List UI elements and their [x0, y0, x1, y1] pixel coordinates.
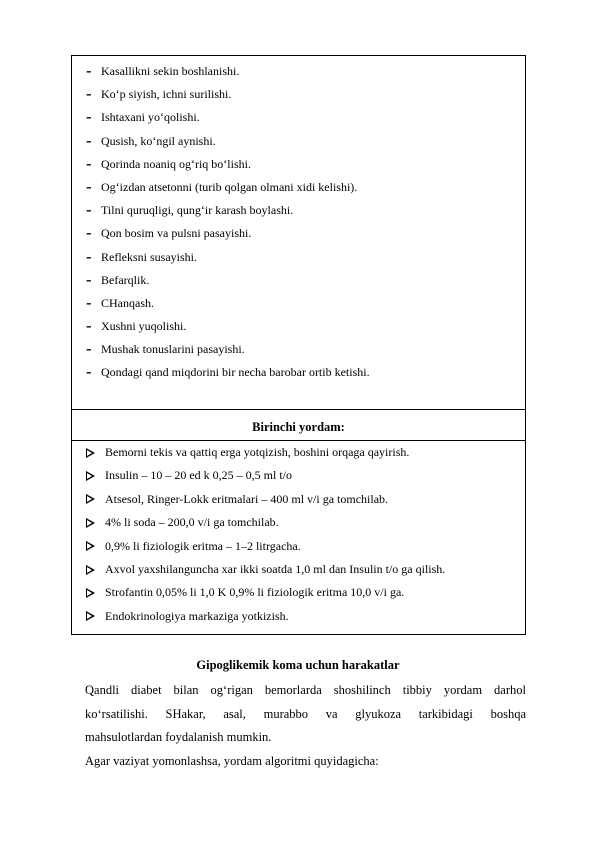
symptom-text: Refleksni susayishi.: [101, 249, 197, 264]
first-aid-item: [86, 511, 445, 534]
first-aid-text: Axvol yaxshilanguncha xar ikki soatda 1,0 ml dan Insulin t/o ga qilish.: [105, 561, 446, 576]
first-aid-text: 4% li soda – 200,0 v/i ga tomchilab.: [105, 515, 279, 530]
symptom-item: [86, 60, 370, 83]
symptom-item: [86, 338, 370, 361]
first-aid-item: [86, 488, 445, 511]
symptom-text: Ko‘p siyish, ichni surilishi.: [101, 87, 232, 102]
symptom-item: [86, 153, 370, 176]
arrowhead-bullet-icon: [86, 448, 95, 458]
section-title: Gipoglikemik koma uchun harakatlar: [196, 658, 400, 672]
symptom-item: [86, 361, 370, 384]
word: SHakar,: [165, 706, 206, 721]
symptom-item: [86, 269, 370, 292]
dash-bullet-icon: –: [86, 134, 92, 148]
symptom-text: Xushni yuqolishi.: [101, 319, 187, 334]
dash-bullet-icon: –: [86, 180, 92, 194]
word: bemorlarda: [264, 683, 322, 697]
dash-bullet-icon: –: [86, 343, 92, 357]
dash-bullet-icon: –: [86, 65, 92, 78]
symptom-text: Tilni quruqligi, qung‘ir karash boylashi.: [101, 203, 294, 218]
first-aid-item: [86, 464, 445, 487]
symptom-item: [86, 130, 370, 153]
symptom-item: [86, 222, 370, 245]
word: tarkibidagi: [418, 706, 473, 721]
arrowhead-bullet-icon: [86, 588, 95, 598]
first-aid-text: Atsesol, Ringer-Lokk eritmalari – 400 ml v/i ga tomchilab.: [105, 491, 389, 506]
symptom-item: [86, 83, 370, 106]
symptom-text: Qorinda noaniq og‘riq bo‘lishi.: [101, 156, 251, 171]
symptom-text: Befarqlik.: [101, 272, 150, 287]
first-aid-text: Endokrinologiya markaziga yotkizish.: [105, 608, 289, 623]
dash-bullet-icon: –: [86, 157, 92, 171]
word: glyukoza: [355, 706, 402, 721]
paragraph-line: [85, 679, 526, 703]
symptom-text: Qusish, ko‘ngil aynishi.: [101, 133, 216, 148]
word: darhol: [494, 683, 526, 697]
word: tibbiy: [402, 683, 432, 697]
dash-bullet-icon: –: [86, 366, 92, 380]
symptom-item: [86, 176, 370, 199]
dash-bullet-icon: –: [86, 250, 92, 264]
first-aid-item: [86, 535, 445, 558]
paragraph-line: mahsulotlardan foydalanish mumkin.: [85, 730, 272, 744]
arrowhead-bullet-icon: [86, 565, 95, 575]
dash-bullet-icon: –: [86, 227, 92, 241]
first-aid-item: [86, 581, 445, 604]
word: bilan: [173, 683, 199, 697]
first-aid-title: Birinchi yordam:: [252, 420, 345, 434]
symptom-text: Og‘izdan atsetonni (turib qolgan olmani xidi kelishi).: [101, 179, 358, 194]
paragraph-2: Agar vaziyat yomonlashsa, yordam algoritmi quyidagicha:: [85, 754, 379, 768]
dash-bullet-icon: –: [86, 296, 92, 310]
arrowhead-bullet-icon: [86, 541, 95, 551]
word: og‘rigan: [210, 683, 253, 697]
word: diabet: [131, 683, 162, 697]
symptom-text: Mushak tonuslarini pasayishi.: [101, 342, 245, 357]
arrowhead-bullet-icon: [86, 518, 95, 528]
paragraph-1: [85, 679, 526, 750]
first-aid-item: [86, 558, 445, 581]
symptom-text: Qondagi qand miqdorini bir necha barobar ortib ketishi.: [101, 365, 370, 380]
symptom-item: [86, 246, 370, 269]
word: va: [325, 706, 338, 721]
first-aid-list: [86, 441, 445, 628]
symptom-text: Kasallikni sekin boshlanishi.: [101, 64, 240, 78]
first-aid-item: [86, 441, 445, 464]
symptoms-firstaid-table: [71, 55, 526, 635]
symptom-item: [86, 315, 370, 338]
arrowhead-bullet-icon: [86, 494, 95, 504]
first-aid-text: 0,9% li fiziologik eritma – 1–2 litrgacha.: [105, 538, 301, 553]
symptom-item: [86, 292, 370, 315]
first-aid-text: Insulin – 10 – 20 ed k 0,25 – 0,5 ml t/o: [105, 468, 292, 483]
symptom-item: [86, 106, 370, 129]
paragraph-line: [85, 703, 526, 727]
table-divider: [72, 409, 525, 410]
dash-bullet-icon: –: [86, 320, 92, 334]
word: shoshilinch: [333, 683, 391, 697]
dash-bullet-icon: –: [86, 88, 92, 102]
first-aid-item: [86, 605, 445, 628]
word: asal,: [223, 706, 246, 721]
first-aid-text: Bemorni tekis va qattiq erga yotqizish, boshini orqaga qayirish.: [105, 445, 410, 459]
word: yordam: [443, 683, 483, 697]
symptom-item: [86, 199, 370, 222]
symptom-text: Ishtaxani yo‘qolishi.: [101, 110, 200, 125]
word: murabbo: [263, 706, 309, 721]
word: ko‘rsatilishi.: [85, 706, 148, 721]
arrowhead-bullet-icon: [86, 471, 95, 481]
dash-bullet-icon: –: [86, 204, 92, 218]
arrowhead-bullet-icon: [86, 611, 95, 621]
first-aid-text: Strofantin 0,05% li 1,0 K 0,9% li fiziologik eritma 10,0 v/i ga.: [105, 585, 405, 600]
symptom-text: Qon bosim va pulsni pasayishi.: [101, 226, 252, 241]
symptom-list: [86, 60, 370, 385]
symptom-text: CHanqash.: [101, 295, 154, 310]
word: Qandli: [85, 683, 120, 697]
word: boshqa: [490, 706, 526, 721]
dash-bullet-icon: –: [86, 111, 92, 125]
dash-bullet-icon: –: [86, 273, 92, 287]
